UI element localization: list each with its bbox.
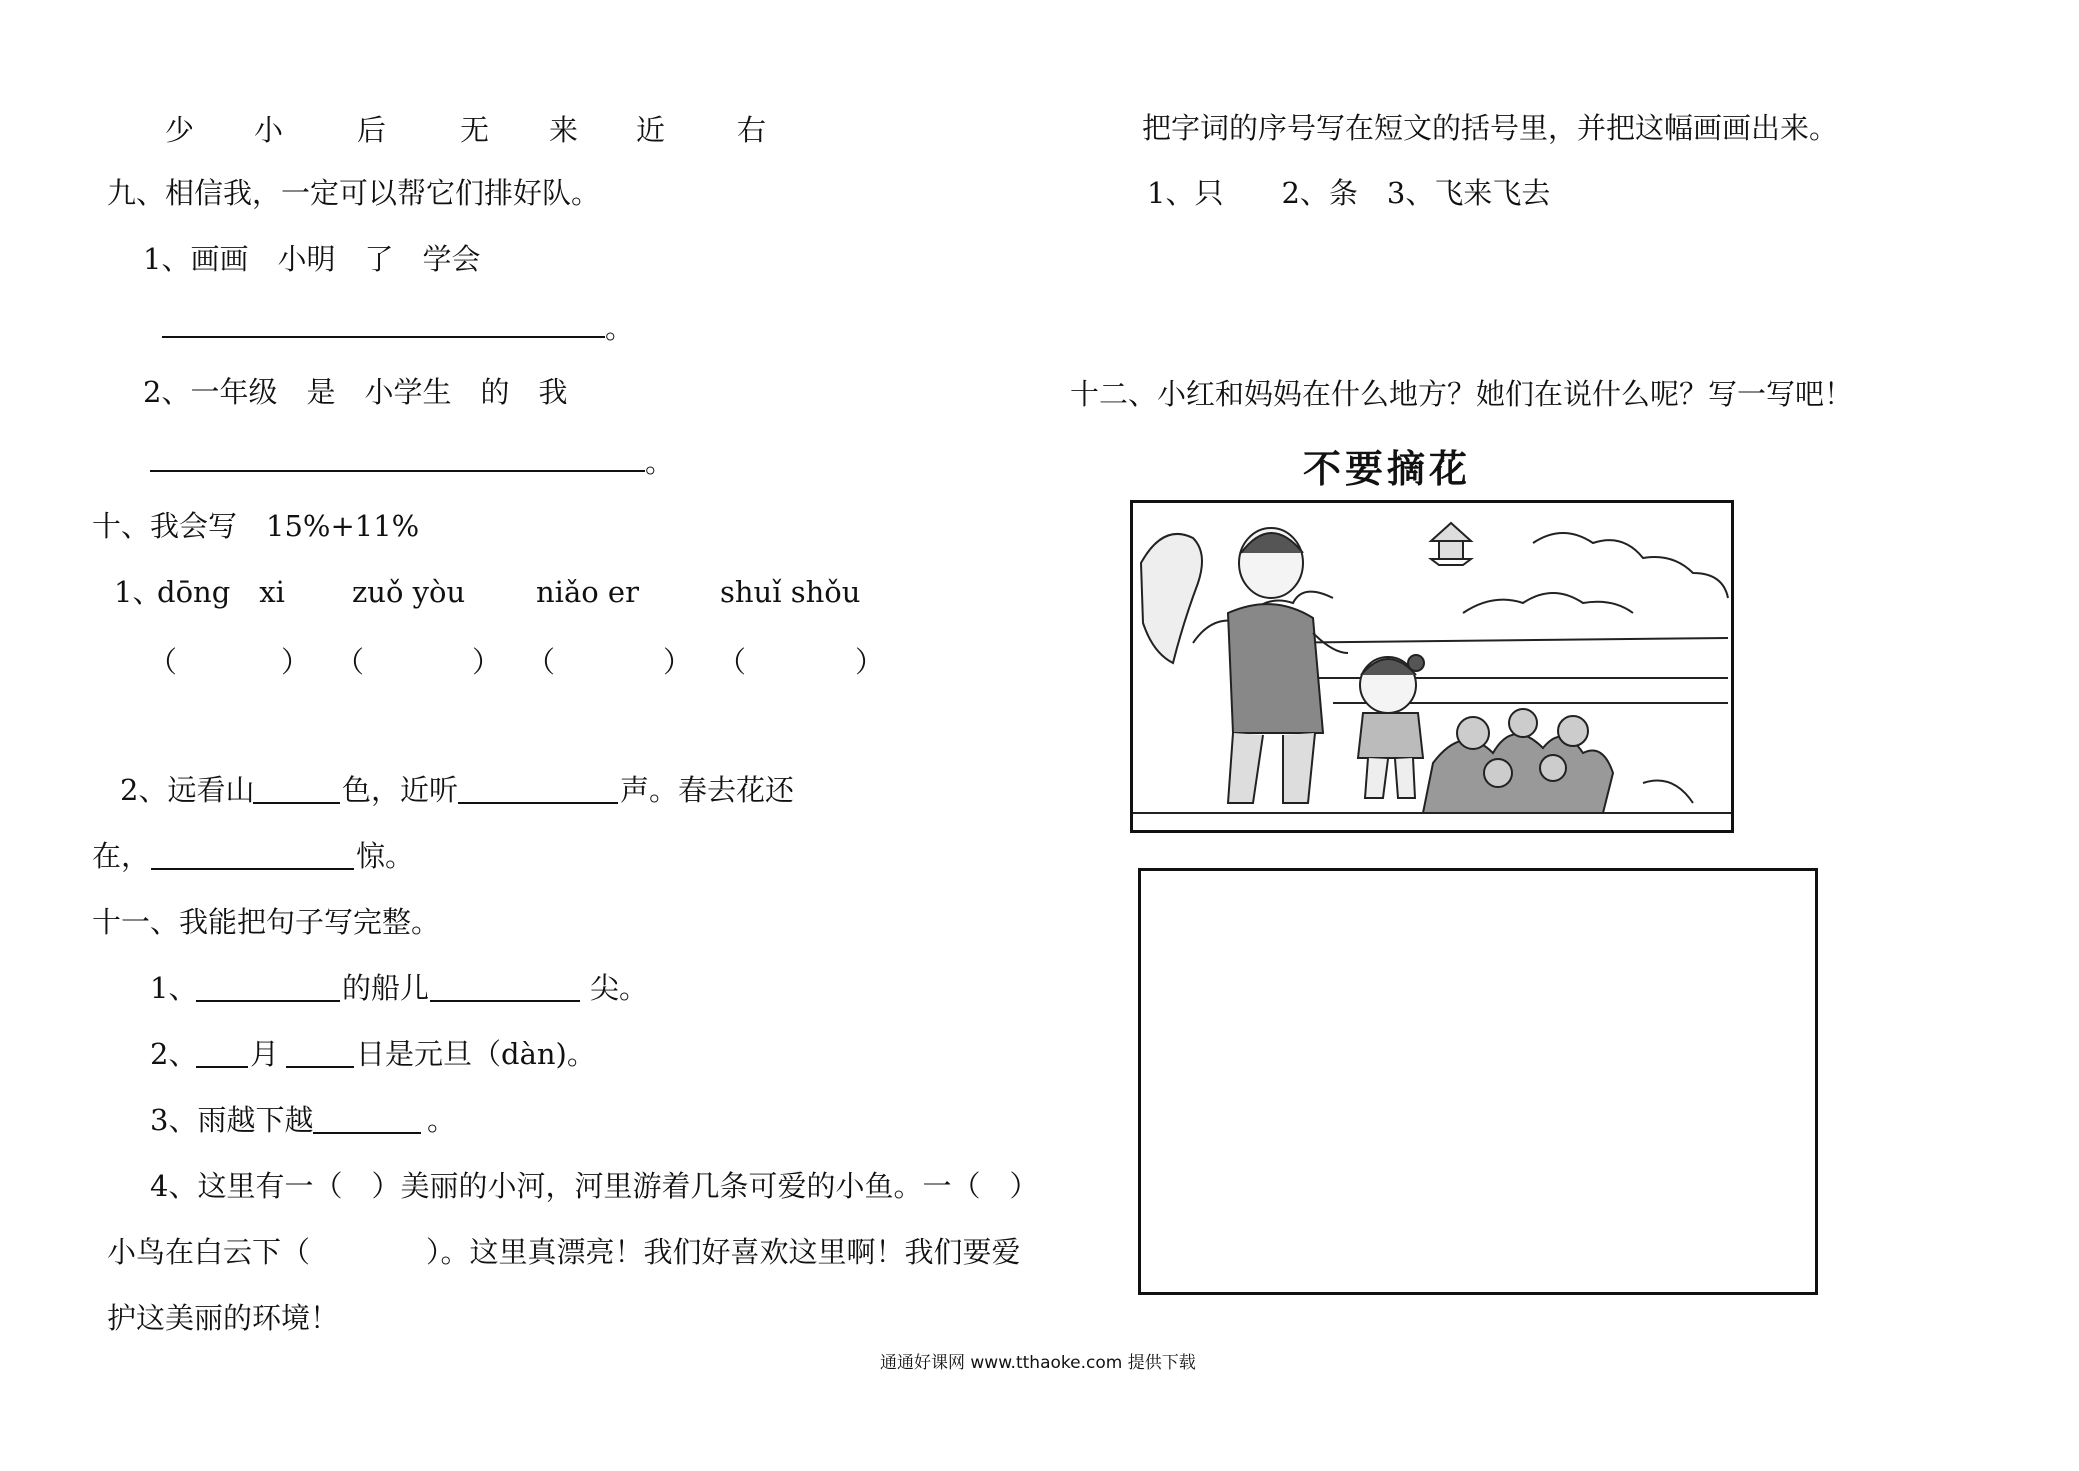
answer-line[interactable] — [196, 1000, 340, 1002]
pinyin-prefix: 1、 — [114, 575, 162, 609]
section-9-heading: 九、相信我，一定可以帮它们排好队。 — [107, 176, 601, 210]
section-10-q2-b: 色，近听 — [342, 773, 459, 807]
section-11-q2-c: 日是元旦（dàn)。 — [356, 1037, 596, 1071]
paren-close: ） — [663, 645, 693, 679]
answer-line[interactable] — [253, 802, 340, 804]
period: 。 — [605, 311, 635, 345]
pinyin-item: zuǒ yòu — [352, 575, 466, 609]
paren-close: ） — [472, 645, 502, 679]
char-item: 来 — [549, 113, 579, 147]
section-9-q2: 2、一年级 是 小学生 的 我 — [143, 375, 568, 409]
char-item: 近 — [636, 113, 666, 147]
paren-open: （ — [335, 645, 365, 679]
answer-line[interactable] — [313, 1132, 421, 1134]
char-item: 右 — [737, 113, 767, 147]
footer: 通通好课网 www.tthaoke.com 提供下载 — [880, 1353, 1196, 1373]
char-item: 后 — [357, 113, 387, 147]
pinyin-item: dōng xi — [157, 575, 285, 609]
paren-close: ） — [855, 645, 885, 679]
section-11-q1-b: 的船儿 — [342, 971, 430, 1005]
section-11-q2-b: 月 — [250, 1037, 280, 1071]
drawing-box[interactable] — [1138, 868, 1818, 1295]
answer-line[interactable] — [458, 802, 618, 804]
answer-line[interactable] — [286, 1066, 354, 1068]
picture-title: 不要摘花 — [1303, 447, 1472, 491]
section-11-heading: 十一、我能把句子写完整。 — [92, 905, 441, 939]
section-10-heading: 十、我会写 15%+11% — [92, 509, 420, 543]
answer-line[interactable] — [150, 470, 645, 472]
section-9-q1: 1、画画 小明 了 学会 — [143, 242, 481, 276]
section-10-q2-a: 2、远看山 — [120, 773, 255, 807]
section-11-q4-line1: 4、这里有一（ ）美丽的小河，河里游着几条可爱的小鱼。一（ ） — [150, 1169, 1039, 1203]
period: 。 — [645, 445, 675, 479]
char-item: 小 — [254, 113, 284, 147]
section-12-heading: 十二、小红和妈妈在什么地方？她们在说什么呢？写一写吧！ — [1070, 377, 1854, 411]
illustration-drawing — [1133, 503, 1731, 830]
pinyin-item: niǎo er — [536, 575, 639, 609]
answer-line[interactable] — [430, 1000, 580, 1002]
char-item: 无 — [460, 113, 490, 147]
right-options: 1、只 2、条 3、飞来飞去 — [1147, 176, 1551, 210]
pinyin-item: shuǐ shǒu — [720, 575, 861, 609]
section-10-q2-d: 在， — [92, 839, 151, 873]
section-11-q3-a: 3、雨越下越 — [150, 1103, 314, 1137]
answer-line[interactable] — [196, 1066, 248, 1068]
paren-open: （ — [526, 645, 556, 679]
section-11-q4-line2: 小鸟在白云下（ ）。这里真漂亮！我们好喜欢这里啊！我们要爱 — [107, 1235, 1021, 1269]
section-10-q2-e: 惊。 — [356, 839, 415, 873]
right-intro: 把字词的序号写在短文的括号里，并把这幅画画出来。 — [1142, 111, 1839, 145]
illustration — [1130, 500, 1734, 833]
section-11-q1-a: 1、 — [150, 971, 198, 1005]
char-item: 少 — [165, 113, 195, 147]
paren-open: （ — [717, 645, 747, 679]
section-11-q4-line3: 护这美丽的环境！ — [107, 1301, 340, 1335]
paren-close: ） — [281, 645, 311, 679]
answer-line[interactable] — [151, 868, 354, 870]
section-11-q2-a: 2、 — [150, 1037, 198, 1071]
section-11-q1-c: 尖。 — [590, 971, 649, 1005]
section-10-q2-c: 声。春去花还 — [620, 773, 795, 807]
paren-open: （ — [148, 645, 178, 679]
section-11-q3-b: 。 — [427, 1103, 457, 1137]
answer-line[interactable] — [162, 336, 605, 338]
